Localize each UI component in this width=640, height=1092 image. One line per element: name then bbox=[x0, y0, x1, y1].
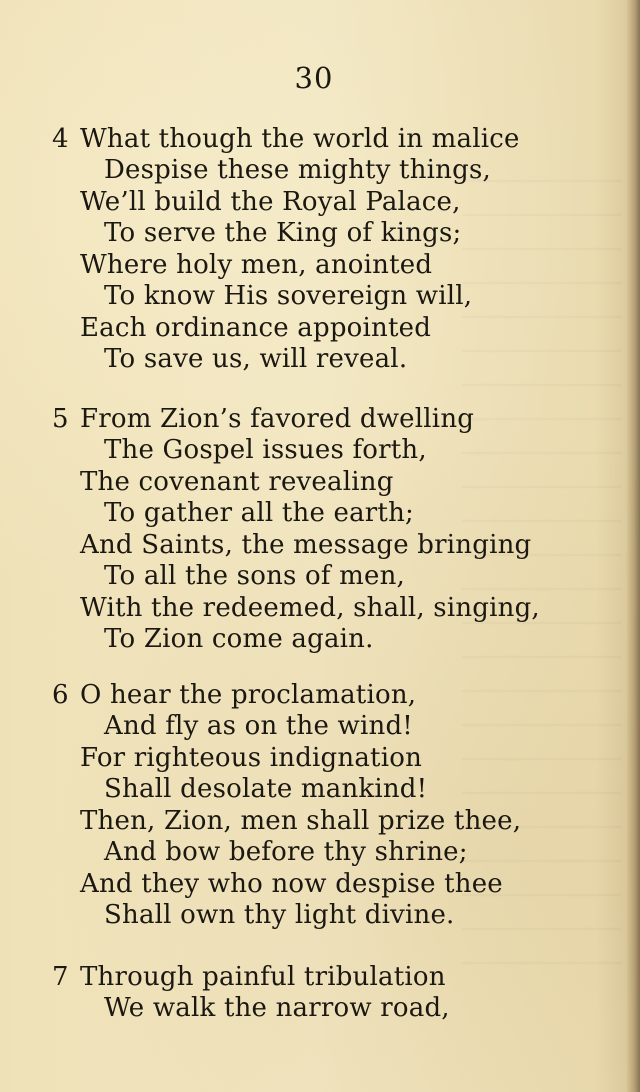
verse-line: To all the sons of men, bbox=[104, 561, 406, 591]
verse-line: Despise these mighty things, bbox=[104, 155, 491, 185]
verse-line: Then, Zion, men shall prize thee, bbox=[80, 806, 522, 836]
verse-line: With the redeemed, shall, singing, bbox=[80, 593, 540, 623]
verse-line: Shall own thy light divine. bbox=[104, 900, 455, 930]
verse-line: What though the world in malice bbox=[80, 124, 520, 154]
verse-line: Through painful tribulation bbox=[80, 962, 446, 992]
verse-number: 4 bbox=[52, 124, 69, 154]
verse-line: To know His sovereign will, bbox=[104, 281, 473, 311]
verse-number: 5 bbox=[52, 404, 69, 434]
verse-line: The covenant revealing bbox=[80, 467, 394, 497]
verse-line: And bow before thy shrine; bbox=[104, 837, 468, 867]
bleed-through-text bbox=[462, 160, 622, 980]
verse-line: To save us, will reveal. bbox=[104, 344, 408, 374]
verse-line: To serve the King of kings; bbox=[104, 218, 462, 248]
page-edge-shadow bbox=[626, 0, 640, 1092]
verse-line: From Zion’s favored dwelling bbox=[80, 404, 475, 434]
verse-line: Where holy men, anointed bbox=[80, 250, 433, 280]
verse-number: 6 bbox=[52, 680, 69, 710]
verse-line: To gather all the earth; bbox=[104, 498, 414, 528]
verse-line: The Gospel issues forth, bbox=[104, 435, 427, 465]
page-number: 30 bbox=[294, 61, 334, 95]
verse-line: Shall desolate mankind! bbox=[104, 774, 428, 804]
verse-line: For righteous indignation bbox=[80, 743, 423, 773]
verse-line: We walk the narrow road, bbox=[104, 993, 450, 1023]
verse-line: O hear the proclamation, bbox=[80, 680, 417, 710]
verse-number: 7 bbox=[52, 962, 69, 992]
verse-line: To Zion come again. bbox=[104, 624, 374, 654]
verse-line: Each ordinance appointed bbox=[80, 313, 432, 343]
verse-line: And they who now despise thee bbox=[80, 869, 503, 899]
verse-line: And Saints, the message bringing bbox=[80, 530, 532, 560]
verse-line: And fly as on the wind! bbox=[104, 711, 413, 741]
verse-line: We’ll build the Royal Palace, bbox=[80, 187, 461, 217]
